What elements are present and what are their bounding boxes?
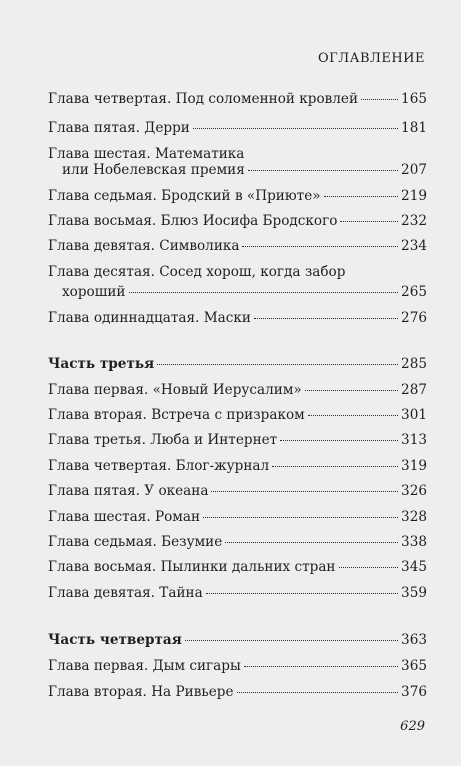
toc-entry	[48, 213, 427, 229]
toc-entry-title: Глава восьмая. Пылинки дальних стран	[48, 559, 336, 575]
toc-entry-title: Глава вторая. На Ривьере	[48, 684, 234, 700]
toc-entry-title: Часть третья	[48, 356, 155, 372]
toc-entry	[48, 684, 427, 700]
toc-entry-title-continued: или Нобелевская премия	[62, 162, 245, 178]
toc-entry-page: 287	[401, 382, 427, 398]
toc-entry-page: 376	[401, 684, 427, 700]
toc-entry-page: 319	[401, 458, 427, 474]
toc-entry-page: 181	[401, 120, 427, 136]
toc-entry	[48, 382, 427, 398]
dot-leader	[237, 692, 399, 693]
toc-entry-page: 285	[401, 356, 427, 372]
toc-entry	[48, 585, 427, 601]
toc-entry-title-continued: хороший	[62, 284, 126, 300]
toc-entry	[48, 91, 427, 107]
dot-leader	[280, 440, 398, 441]
toc-entry	[48, 188, 427, 204]
toc-entry-title: Глава шестая. Математика	[48, 146, 245, 162]
dot-leader	[272, 466, 398, 467]
toc-entry-title: Глава десятая. Сосед хорош, когда забор	[48, 264, 346, 280]
toc-entry	[48, 483, 427, 499]
toc-entry-page: 326	[401, 483, 427, 499]
toc-entry	[48, 238, 427, 254]
toc-entry-page: 345	[401, 559, 427, 575]
dot-leader	[193, 128, 398, 129]
dot-leader	[244, 666, 398, 667]
toc-entry-page: 207	[401, 162, 427, 178]
toc-entry-title: Глава восьмая. Блюз Иосифа Бродского	[48, 213, 338, 229]
toc-entry	[48, 310, 427, 326]
page-number: 629	[400, 719, 425, 734]
toc-entry-page: 232	[401, 213, 427, 229]
dot-leader	[340, 221, 398, 222]
toc-entry	[48, 658, 427, 674]
toc-entry-page: 265	[401, 284, 427, 300]
dot-leader	[361, 99, 398, 100]
toc-entry-title: Глава первая. Дым сигары	[48, 658, 241, 674]
dot-leader	[242, 246, 398, 247]
toc-part-heading	[48, 632, 427, 648]
toc-entry-title: Глава вторая. Встреча с призраком	[48, 407, 305, 423]
toc-entry	[48, 264, 427, 300]
toc-entry-title: Глава первая. «Новый Иерусалим»	[48, 382, 302, 398]
running-head: ОГЛАВЛЕНИЕ	[317, 51, 425, 66]
toc-entry	[48, 458, 427, 474]
dot-leader	[339, 567, 399, 568]
toc-entry	[48, 146, 427, 178]
toc-entry-title: Глава седьмая. Безумие	[48, 534, 223, 550]
toc-entry	[48, 120, 427, 136]
toc-entry	[48, 559, 427, 575]
toc-part-heading	[48, 356, 427, 372]
toc-entry	[48, 534, 427, 550]
dot-leader	[308, 415, 398, 416]
toc-entry-title: Глава третья. Люба и Интернет	[48, 432, 278, 448]
toc-entry-page: 165	[401, 91, 427, 107]
toc-entry-page: 363	[401, 632, 427, 648]
toc-entry-page: 301	[401, 407, 427, 423]
toc-entry-title: Глава пятая. У океана	[48, 483, 209, 499]
dot-leader	[254, 318, 398, 319]
dot-leader	[305, 390, 398, 391]
toc-entry-page: 276	[401, 310, 427, 326]
dot-leader	[225, 542, 398, 543]
toc-entry-title: Часть четвертая	[48, 632, 182, 648]
dot-leader	[157, 364, 398, 365]
dot-leader	[206, 593, 398, 594]
toc-entry-page: 313	[401, 432, 427, 448]
toc-entry-page: 219	[401, 188, 427, 204]
dot-leader	[203, 517, 398, 518]
toc-entry-title: Глава девятая. Символика	[48, 238, 240, 254]
toc-entry-title: Глава четвертая. Блог-журнал	[48, 458, 270, 474]
toc-entry	[48, 509, 427, 525]
toc-entry-title: Глава седьмая. Бродский в «Приюте»	[48, 188, 321, 204]
dot-leader	[211, 491, 398, 492]
toc-entry-page: 338	[401, 534, 427, 550]
toc-entry	[48, 432, 427, 448]
dot-leader	[129, 292, 399, 293]
toc-entry-title: Глава шестая. Роман	[48, 509, 201, 525]
dot-leader	[248, 170, 398, 171]
toc-entry-page: 234	[401, 238, 427, 254]
dot-leader	[324, 196, 398, 197]
toc-entry-title: Глава четвертая. Под соломенной кровлей	[48, 91, 359, 107]
toc-entry-title: Глава пятая. Дерри	[48, 120, 190, 136]
toc-entry	[48, 407, 427, 423]
toc-entry-page: 359	[401, 585, 427, 601]
dot-leader	[185, 640, 398, 641]
toc-entry-title: Глава одиннадцатая. Маски	[48, 310, 251, 326]
toc-entry-page: 365	[401, 658, 427, 674]
toc-entry-page: 328	[401, 509, 427, 525]
toc-entry-title: Глава девятая. Тайна	[48, 585, 203, 601]
